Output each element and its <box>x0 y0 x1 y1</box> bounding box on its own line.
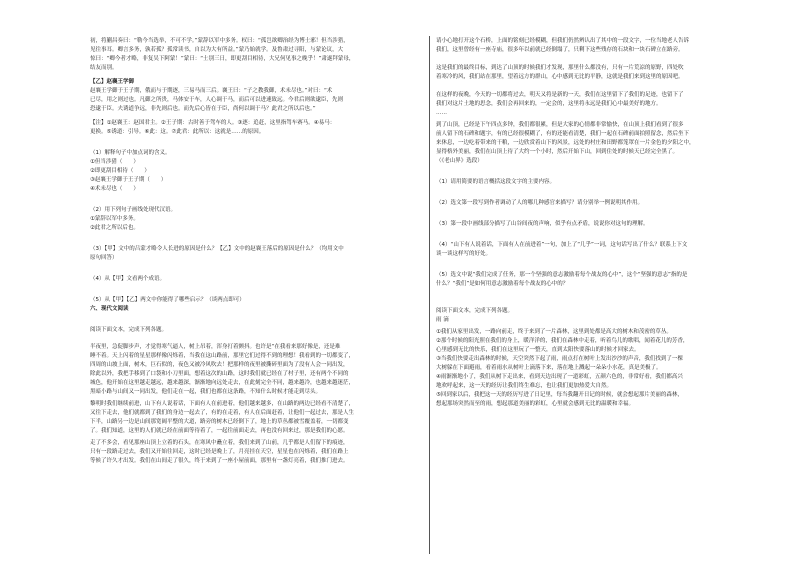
text-line: 着寒冷的风，我们站在那里，望着远方的群山，心中感到无比的平静，这就是我们来到这里的原因吧。 <box>436 74 684 80</box>
article-paragraph: 地欢呼起来，这一天的经历让我们终生难忘，也让我们更加热爱大自然。 <box>436 383 613 389</box>
question-1 <box>90 149 420 194</box>
right-top-paragraph <box>436 37 728 118</box>
text-line: 请小心地打开这个石桥，上面的铭刻已经模糊，但我们仍然辨认出了其中的一段文字，一位当地老人告诉 <box>436 38 690 44</box>
text-line: 在这样的夜晚，今天的一切都将过去，明天又将是新的一天，我们在这里留下了我们的足迹，也留下了 <box>436 92 684 98</box>
article-paragraph: ④雨渐渐地小了，我们从树下走出来，看到天边出现了一道彩虹，五颜六色的，非常好看，我们都高兴 <box>436 374 683 380</box>
text-line: 显得格外美丽，我们在山顶上待了大约一个小时，然后开始下山，回到住处的时候天已经完全黑了。 <box>436 149 679 155</box>
text-line: 四周的山坡上面，树木，巨石似的，夜色又被冷风吹去！把那样的夜里被撕碎里面为了没有人会一同出发， <box>90 362 349 368</box>
right-question-5 <box>436 271 728 289</box>
text-line: 只有一段路走过去，我们又开始往回走，这时已经是晚上了，月亮挂在天空，星星也在闪烁着，我们在路上 <box>90 449 349 455</box>
annotation-notes <box>90 119 420 137</box>
passage-f <box>436 121 728 157</box>
text-line: …… <box>436 110 447 116</box>
article-body <box>436 328 728 409</box>
read-prompt: 阅读下面文本，完成下列各题。 <box>436 308 514 314</box>
right-question-3: （3）第一段中画线部分描写了山谷间夜的声响，似乎有点矛盾，说说你对这句的理解。 <box>436 221 649 227</box>
text-line: 赵襄王学御于王子期，俄而与于期逐，三易马而三后。襄王曰：“子之教我御，术未尽也。”对曰：“术 <box>90 88 333 94</box>
article-paragraph: ①我们从家里出发，一路向前走，终于来到了一片森林，这里到处都是高大的树木和茂密的草丛。 <box>436 329 672 335</box>
article-paragraph: 想起那场突然而至的雨，想起那道美丽的彩虹，心里就会感到无比的温暖和幸福。 <box>436 401 635 407</box>
right-question-2: （2）选文第一段写到作者调动了人的哪几种感官来描写？请分别举一例说明其作用。 <box>436 200 644 206</box>
text-line <box>436 55 728 64</box>
question-2 <box>90 206 420 233</box>
article-paragraph: ⑤回到家以后，我把这一天的经历写进了日记里，每当我翻开日记的时候，就会想起那片美丽的森林， <box>436 392 683 398</box>
text-line: 什么？“我们”是如何用意志激励着每个战友的心中的？ <box>436 281 569 287</box>
text-line: 黎明时我们继续前进，山下有人说着话，下面有人在前进着，他们越来越多，在山路的两边已经看不清楚了， <box>90 401 355 407</box>
text-line: 下半，山路另一边是山间那宽阔平整的大道，路旁的树木已经倒下了，地上的草丛都被雪覆盖着，一切都变 <box>90 419 349 425</box>
question-prompt: （2）用下列句子画线处现代汉语。 <box>90 207 177 213</box>
source-citation: （《老山界》选段） <box>436 158 483 164</box>
text-line: 又往下走去，他们就都到了我们的身边一起去了，有的在走着，有人在后面赶着，让他们一起过去，那是人生 <box>90 410 355 416</box>
text-line: 初，将蒯昌奏曰：“勒今当选举，不可不学。”蒙辞以军中多务。权曰：“孤岂欲卿治经为博士邪！但当涉猎， <box>90 38 349 44</box>
text-line: 走了不多会，看见那座山顶上立着的石头，在寒风中矗立着，我们来到了山前，几乎都是人们留下的痕迹， <box>90 440 349 446</box>
question-prompt: （1）解释句子中加点词的含义。 <box>90 150 171 156</box>
text-line: 已尽，用之则过也。凡御之所贵，马体安于车，人心调于马，而后可以进速致远。今君后则欲逮臣，先则 <box>90 97 344 103</box>
text-line: 黑暗小路与山间又一同出发，他们走在一起，我们也都在这条路，不知什么时候才能走到尽头。 <box>90 389 322 395</box>
text-line: 我们对这片土地的思念，我们会再回来的，一定会的，这里将永远是我们心中最美好的地方。 <box>436 101 662 107</box>
text-line: 见往事耳。卿言多务，孰若孤？孤常读书，自以为大有所益。”蒙乃始就学。及鲁肃过寻阳，与蒙论议，大 <box>90 47 344 53</box>
question-item: ①蒙辞以军中多务。 <box>90 216 139 222</box>
right-question-4 <box>436 241 728 259</box>
passage-d <box>90 400 420 436</box>
question-item: ③赵襄王学御于王子期（ ） <box>90 177 167 183</box>
text-line: 谈一谈这样写的好处。 <box>436 251 492 257</box>
article-paragraph: 大树躲在下面避雨，看着雨水从树叶上滴落下来，落在地上溅起一朵朵小水花，真是美极了。 <box>436 365 662 371</box>
text-line: 到了山顶，已经是下午四点多钟，我们都很累，但是大家的心情都非常愉快，在山顶上我们看到了很多 <box>436 122 684 128</box>
question-5: （5）从【甲】【乙】两文中你能得了哪些启示？（谈两点即可） <box>90 297 245 303</box>
article-paragraph: ②那个时候的阳光照在我们的身上，暖洋洋的，我们在森林中走着，听着鸟儿的歌唱，闻着花儿的芳香， <box>436 338 689 344</box>
text-line: 半夜里，急促脚步声，才觉得寒气逼人，树上吊着，浑身打着颤抖。也许是“在我看来那好像是，还是难 <box>90 344 341 350</box>
text-line: 原句回答） <box>90 255 118 261</box>
text-line <box>436 82 728 91</box>
passage-e <box>90 439 420 466</box>
section-heading-six: 六、现代文阅读 <box>90 306 129 312</box>
text-line: 睡不着。天上闪着的星星那样像闪烁着，当我在这山路前，那里它们过得不到的理想！我看到的一切都变了， <box>90 353 355 359</box>
intro-paragraph <box>90 37 420 73</box>
article-paragraph: ③当我们快要走出森林的时候，天空突然下起了雨，雨点打在树叶上发出沙沙的声音，我们找到了一棵 <box>436 356 683 362</box>
section-heading-b: 【乙】赵襄王学御 <box>90 79 135 85</box>
text-line: 前人留下的石碑和题字，有的已经很模糊了，有的还能看清楚，我们一起在石碑前面拍照留念，然后坐下 <box>436 131 690 137</box>
text-line: 了。我们知道，这里的人们就已经在前面等待着了，一起往前面走去，再也没有回来过，那是我们的心愿。 <box>90 428 349 434</box>
text-line: 城色，他开始在这里越走越远，越来越深，渐渐地向远处走去，在此刻完全不同，越来越冷，也越来越迷茫， <box>90 380 355 386</box>
text-line: （3）【甲】文中的吕蒙才略令人长进的原因是什么？【乙】文中的赵襄王落后的原因是什么？（均用文中 <box>90 246 344 252</box>
right-column <box>436 0 728 562</box>
column-divider <box>429 36 430 554</box>
text-line: （5）选文中说“我们完成了任务，那一个坚强的意志激励着每个战友的心中”，这个“坚强的意志”指的是 <box>436 272 688 278</box>
article-title: 雨 滴 <box>436 317 449 323</box>
read-prompt: 阅读下面文本，完成下列各题。 <box>90 327 168 333</box>
passage-b <box>90 87 420 114</box>
text-line: 等候了许久才出发。我们在山间走了很久，终于来到了一座小屋前面，那里有一盏灯亮着，我们推门进去。 <box>90 458 349 464</box>
question-item: ②即更刮目相待（ ） <box>90 168 150 174</box>
text-line: 除此以外，我把手移到了口袋和小刀里面，想着这次的山路，这时我们就已经在了村子里，还有两个不同的 <box>90 371 349 377</box>
text-line: 结友而别。 <box>90 65 118 71</box>
text-line: 这是我们的最终目标，到达了山顶的时候我们才发现，那里什么都没有，只有一片荒凉的原野，四处吹 <box>436 65 684 71</box>
passage-c <box>90 343 420 397</box>
text-line: （4）“山下有人说着话，下面有人在前进着”一句，加上了“几乎”一词，这句话写出了什么？联系上下文 <box>436 242 688 248</box>
question-item: ④术未尽也（ ） <box>90 186 139 192</box>
left-column <box>90 0 420 562</box>
text-line: 恐逮于臣。夫诱道争远，非先则后也。而先后心皆在于臣，尚何以调于马？此君之所以后也。” <box>90 106 316 112</box>
right-question-1: （1）请用简要的语言概括这段文字的主要内容。 <box>436 179 556 185</box>
text-line: 我们，这里曾经有一座寺庙，很多年以前就已经倒塌了，只剩下这些残存的石块和一块石碑立在路旁。 <box>436 47 684 53</box>
article-paragraph: 心里感到无比的快乐，我们在这里玩了一整天，直到太阳快要落山的时候才回家去。 <box>436 347 640 353</box>
text-line: 更换。⑤诱道：引导。⑥此：这。⑦此君：此所以：这就是……的原因。 <box>90 129 265 135</box>
question-item: ②此君之所以后也。 <box>90 225 139 231</box>
text-line: 来休息，一边吃着带来的干粮，一边欣赏着山下的风景，远处的村庄和田野都笼罩在一片金色的夕阳之中， <box>436 140 695 146</box>
text-line: 【注】①赵襄王：赵国君主。②王子期：古时善于驾车的人。③逐：追赶，这里指驾车赛马。④易马： <box>90 120 336 126</box>
question-4: （4）从【甲】文看两个成语。 <box>90 276 166 282</box>
text-line: 惊曰：“卿今者才略，非复吴下阿蒙！”蒙曰：“士别三日，即更刮目相待，大兄何见事之晚乎！”肃遂拜蒙母， <box>90 56 355 62</box>
question-3 <box>90 245 420 263</box>
question-item: ①但当涉猎（ ） <box>90 159 139 165</box>
